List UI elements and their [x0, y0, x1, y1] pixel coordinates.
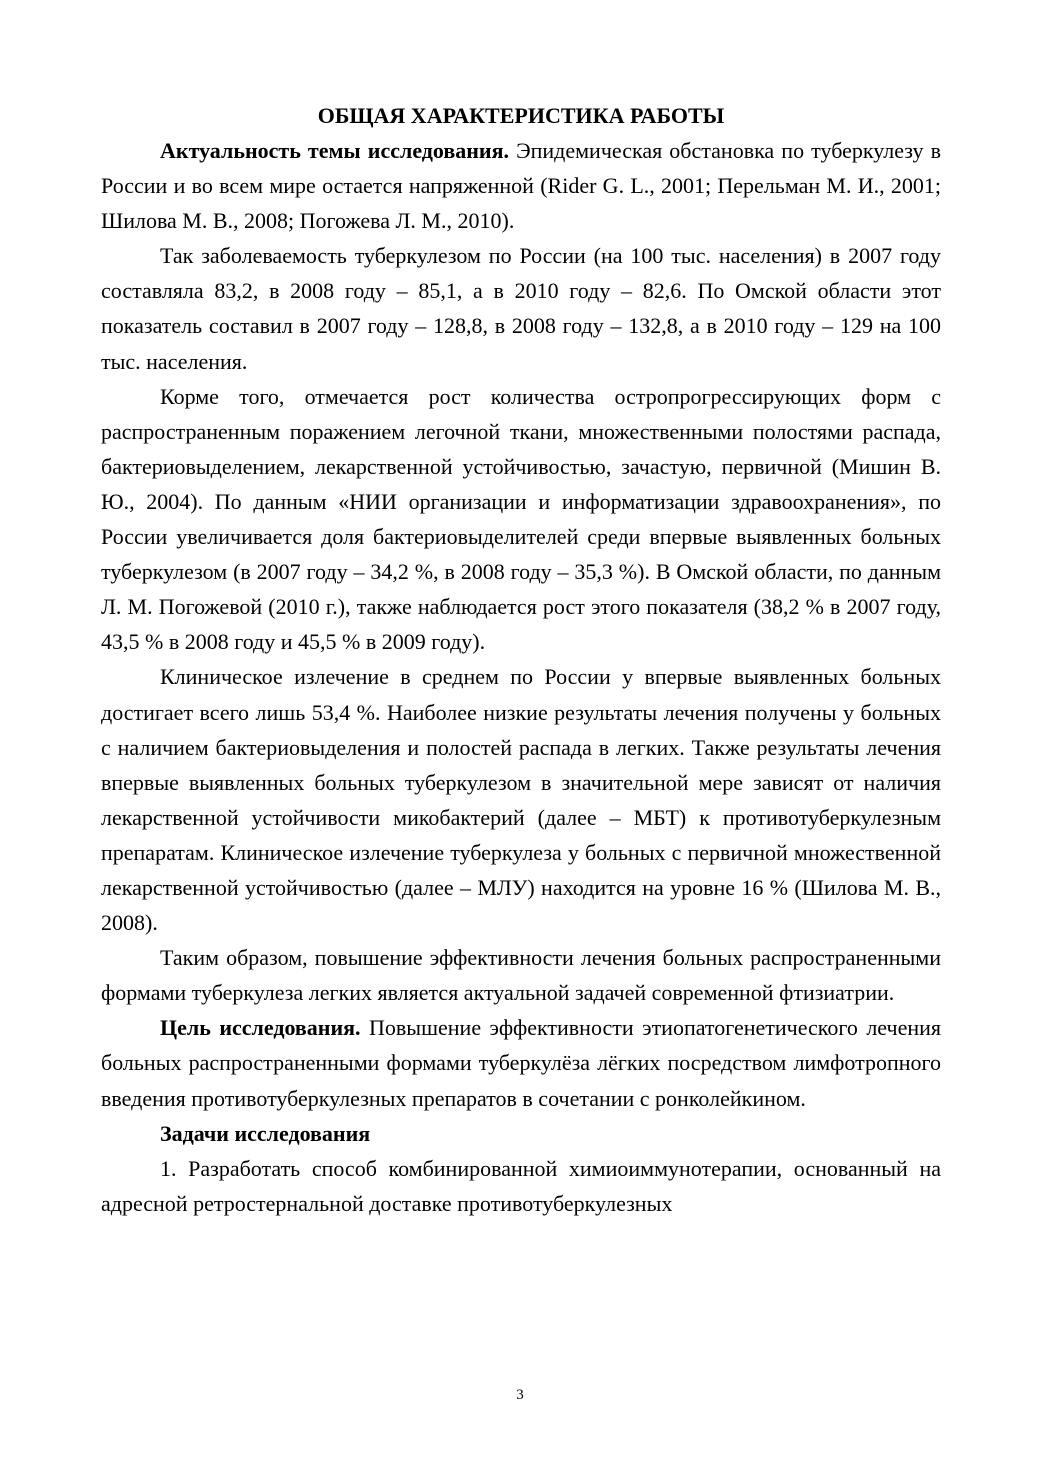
goal-text: Повышение эффективности этиопатогенетического лечения больных распространенными формами туберкулёза лёгких посредством лимфотропного введения противотуберкулезных препаратов в сочетании с ронколейкином.	[101, 1015, 942, 1111]
paragraph-clinical-cure: Клиническое излечение в среднем по России у впервые выявленных больных достигает всего лишь 53,4 %. Наиболее низкие результаты лечения получены у больных с наличием бактериовыделения и полостей распада в легких. Также результаты лечения впервые выявленных больных туберкулезом в значительной мере зависят от наличия лекарственной устойчивости микобактерий (далее – МБТ) к противотуберкулезным препаратам. Клиническое излечение туберкулеза у больных с первичной множественной лекарственной устойчивостью (далее – МЛУ) находится на уровне 16 % (Шилова М. В., 2008).	[101, 664, 941, 936]
paragraph-conclusion: Таким образом, повышение эффективности лечения больных распространенными формами туберкулеза легких является актуальной задачей современной фтизиатрии.	[101, 945, 941, 1006]
paragraph-relevance	[101, 133, 941, 238]
paragraph-progressive-forms: Корме того, отмечается рост количества остропрогрессирующих форм с распространенным поражением легочной ткани, множественными полостями распада, бактериовыделением, лекарственной устойчивостью, зачастую, первичной (Мишин В. Ю., 2004). По данным «НИИ организации и информатизации здравоохранения», по России увеличивается доля бактериовыделителей среди впервые выявленных больных туберкулезом (в 2007 году – 34,2 %, в 2008 году – 35,3 %). В Омской области, по данным Л. М. Погожевой (2010 г.), также наблюдается рост этого показателя (38,2 % в 2007 году, 43,5 % в 2008 году и 45,5 % в 2009 году).	[101, 383, 941, 655]
document-body	[101, 98, 941, 1221]
paragraph-goal	[101, 1010, 941, 1115]
relevance-lead: Актуальность темы исследования.	[160, 138, 510, 163]
paragraph-incidence: Так заболеваемость туберкулезом по России (на 100 тыс. населения) в 2007 году составляла 83,2, в 2008 году – 85,1, а в 2010 году – 82,6. По Омской области этот показатель составил в 2007 году – 128,8, в 2008 году – 132,8, а в 2010 году – 129 на 100 тыс. населения.	[101, 243, 941, 374]
page-number: 3	[516, 1387, 524, 1403]
task-item-1: 1. Разработать способ комбинированной химиоиммунотерапии, основанный на адресной ретростернальной доставке противотуберкулезных	[101, 1155, 941, 1216]
relevance-text: Эпидемическая обстановка по туберкулезу в России и во всем мире остается напряженной (Rider G. L., 2001; Перельман М. И., 2001; Шилова М. В., 2008; Погожева Л. М., 2010).	[101, 138, 942, 234]
section-title: ОБЩАЯ ХАРАКТЕРИСТИКА РАБОТЫ	[317, 103, 725, 128]
tasks-heading: Задачи исследования	[160, 1120, 371, 1146]
goal-lead: Цель исследования.	[160, 1015, 361, 1041]
